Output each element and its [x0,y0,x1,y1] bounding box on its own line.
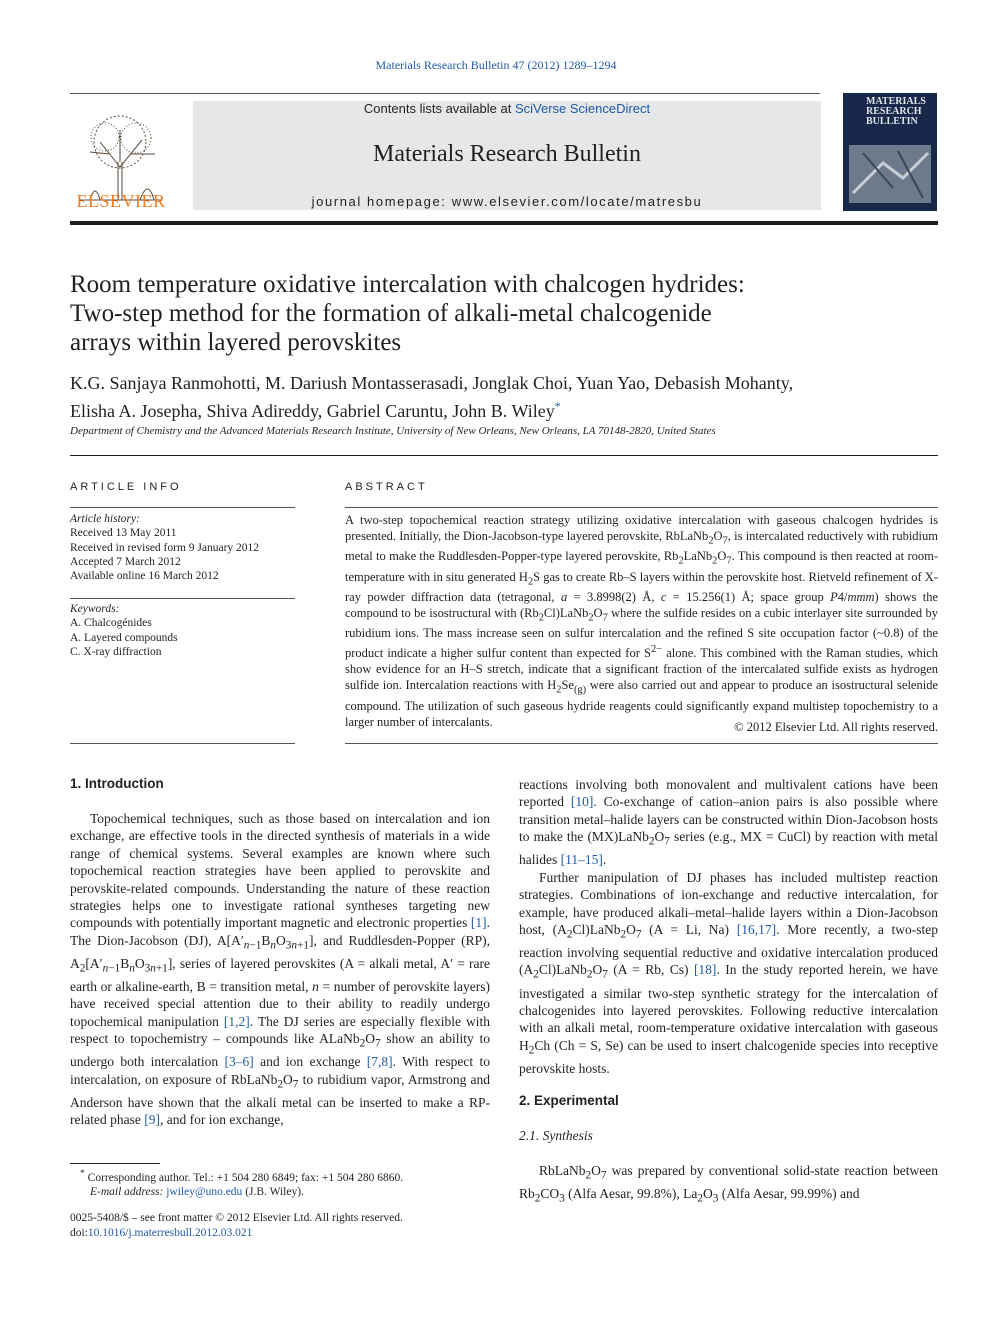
article-history: Article history: Received 13 May 2011 Received in revised form 9 January 2012 Accepted 7 March 2012 Available online 16 March 2012 [70,512,295,583]
affiliation: Department of Chemistry and the Advanced Materials Research Institute, University of New Orleans, New Orleans, LA 70148-2820, United States [70,425,716,437]
info-rule [70,598,295,599]
header-rule [70,93,820,94]
email-link[interactable]: jwiley@uno.edu [166,1186,243,1199]
history-item: Received in revised form 9 January 2012 [70,541,260,554]
info-rule [70,743,295,744]
front-matter: 0025-5408/$ – see front matter © 2012 Elsevier Ltd. All rights reserved. doi:10.1016/j.materresbull.2012.03.021 [70,1212,403,1239]
journal-homepage: journal homepage: www.elsevier.com/locate/matresbu [311,194,703,209]
journal-title: Materials Research Bulletin [373,141,641,167]
introduction-text-continued: reactions involving both monovalent and multivalent cations have been reported [10]. Co-exchange of cation–anion pairs is also possible where transition metal–halide layers can be constructed within Dion-Jacobson hosts to make the $(MX)LaNb_2O_7$ series (e.g., MX = CuCl) by reaction with metal halides [11–15]. Further manipulation of DJ phases has included multistep reaction strategies. Combinations of ion-exchange and reductive intercalation, for example, have produced alkali–metal–halide layers within a Dion-Jacobson host, $(A_2Cl)LaNb_2O_7$ (A = Li, Na) [16,17]. More recently, a two-step reaction involving sequential reductive and oxidative intercalation produced $(A_2Cl)LaNb_2O_7$ (A = Rb, Cs) [18]. In the study reported herein, we have investigated a similar two-step synthetic strategy for the intercalation of chalcogenides into layered perovskites. Following reductive intercalation with an alkali metal, room-temperature oxidative intercalation with gaseous $H_2Ch$ (Ch = S, Se) can be used to insert chalcogenide species into receptive perovskite hosts. [519,777,939,1076]
history-item: Received 13 May 2011 [70,527,177,540]
footnote-rule [70,1163,160,1164]
abstract-heading: ABSTRACT [345,481,428,493]
journal-citation[interactable]: Materials Research Bulletin 47 (2012) 1289–1294 [375,58,617,72]
info-rule [70,507,295,508]
section-heading-experimental: 2. Experimental [519,1093,619,1108]
introduction-text: Topochemical techniques, such as those based on intercalation and ion exchange, are effective tools in the directed synthesis of materials in a wide range of chemical systems. Several examples are known where such topochemical reaction strategies have been applied to perovskite and perovskite-related compounds. Understanding the nature of these reaction strategies helps one to investigate rational syntheses targeting new compounds with potentially important magnetic and electronic properties [1]. The Dion-Jacobson (DJ), $A[A'_{n-1}B_nO_{3n+1}]$, and Ruddlesden-Popper (RP), $A_2[A'_{n-1}B_nO_{3n+1}]$, series of layered perovskites (A = alkali metal, A′ = rare earth or alkaline-earth, B = transition metal, n = number of perovskite layers) have received special attention due to their ability to readily undergo topochemical manipulation [1,2]. The DJ series are especially flexible with respect to topochemistry – compounds like $ALaNb_2O_7$ show an ability to undergo both intercalation [3–6] and ion exchange [7,8]. With respect to intercalation, on exposure of $RbLaNb_2O_7$ to rubidium vapor, Armstrong and Anderson have shown that the alkali metal can be inserted to make a RP-related phase [9], and for ion exchange, [70,811,491,1128]
affiliation-rule [70,455,938,456]
keyword: A. Chalcogénides [70,617,152,630]
keyword: C. X-ray diffraction [70,645,162,658]
history-item: Accepted 7 March 2012 [70,555,181,568]
keywords: Keywords: A. Chalcogénides A. Layered compounds C. X-ray diffraction [70,602,295,659]
synthesis-text: $RbLaNb_2O_7$ was prepared by conventional solid-state reaction between $Rb_2CO_3$ (Alfa Aesar, 99.8%), $La_2O_3$ (Alfa Aesar, 99.99%) and [519,1163,938,1205]
abstract-text: A two-step topochemical reaction strategy utilizing oxidative intercalation with gaseous chalcogen hydrides is presented. Initially, the Dion-Jacobson-type layered perovskite, $RbLaNb_2O_7$, is intercalated reductively with rubidium metal to make the Ruddlesden-Popper-type layered perovskite, $Rb_2LaNb_2O_7$. This compound is then reacted at room-temperature with in situ generated $H_2S$ gas to create Rb–S layers within the perovskite host. Rietveld refinement of X-ray powder diffraction data (tetragonal, a = 3.8998(2) Å, c = 15.256(1) Å; space group P4/mmm) shows the compound to be isostructural with $(Rb_2Cl)LaNb_2O_7$ where the sulfide resides on a cubic interlayer site surrounded by rubidium ions. The mass increase seen on sulfur intercalation and the refined S site occupation factor (~0.8) of the product indicate a higher sulfur content than expected for $S^{2-}$ alone. This combined with the Raman studies, which show evidence for an H–S stretch, indicate that a significant fraction of the intercalated sulfide exists as hydrogen sulfide ion. Intercalation reactions with $H_2Se_{(g)}$ were also carried out and appear to produce an isostructural selenide compound. The utilization of such gaseous hydride reagents could significantly expand multistep topochemistry to a larger number of intercalants. [345,513,939,729]
author-list: K.G. Sanjaya Ranmohotti, M. Dariush Montasserasadi, Jonglak Choi, Yuan Yao, Debasish Mohanty, Elisha A. Josepha, Shiva Adireddy, Gabriel Caruntu, John B. Wiley* [70,373,794,421]
article-title: Room temperature oxidative intercalation with chalcogen hydrides: Two-step method for the formation of alkali-metal chalcogenide arrays within layered perovskites [70,271,745,356]
article-info-heading: ARTICLE INFO [70,481,182,493]
subsection-heading-synthesis: 2.1. Synthesis [519,1128,593,1143]
abstract-copyright: © 2012 Elsevier Ltd. All rights reserved. [734,720,938,734]
publisher-wordmark: ELSEVIER [76,191,166,211]
contents-line: Contents lists available at SciVerse ScienceDirect [363,101,651,116]
abstract-rule [345,507,938,508]
doi-link[interactable]: 10.1016/j.materresbull.2012.03.021 [87,1227,253,1239]
sciencedirect-link[interactable]: SciVerse ScienceDirect [514,101,651,116]
header-thick-rule [70,221,938,225]
cover-title: MATERIALS RESEARCH BULLETIN [866,96,926,127]
section-heading-introduction: 1. Introduction [70,776,164,791]
homepage-link[interactable]: www.elsevier.com/locate/matresbu [451,194,703,209]
footnote: * Corresponding author. Tel.: +1 504 280 6849; fax: +1 504 280 6860. E-mail address: jwiley@uno.edu (J.B. Wiley). [80,1168,404,1199]
keyword: A. Layered compounds [70,631,178,644]
history-item: Available online 16 March 2012 [70,570,219,583]
corresponding-author-link[interactable]: * [554,399,561,413]
abstract-rule [345,743,938,744]
